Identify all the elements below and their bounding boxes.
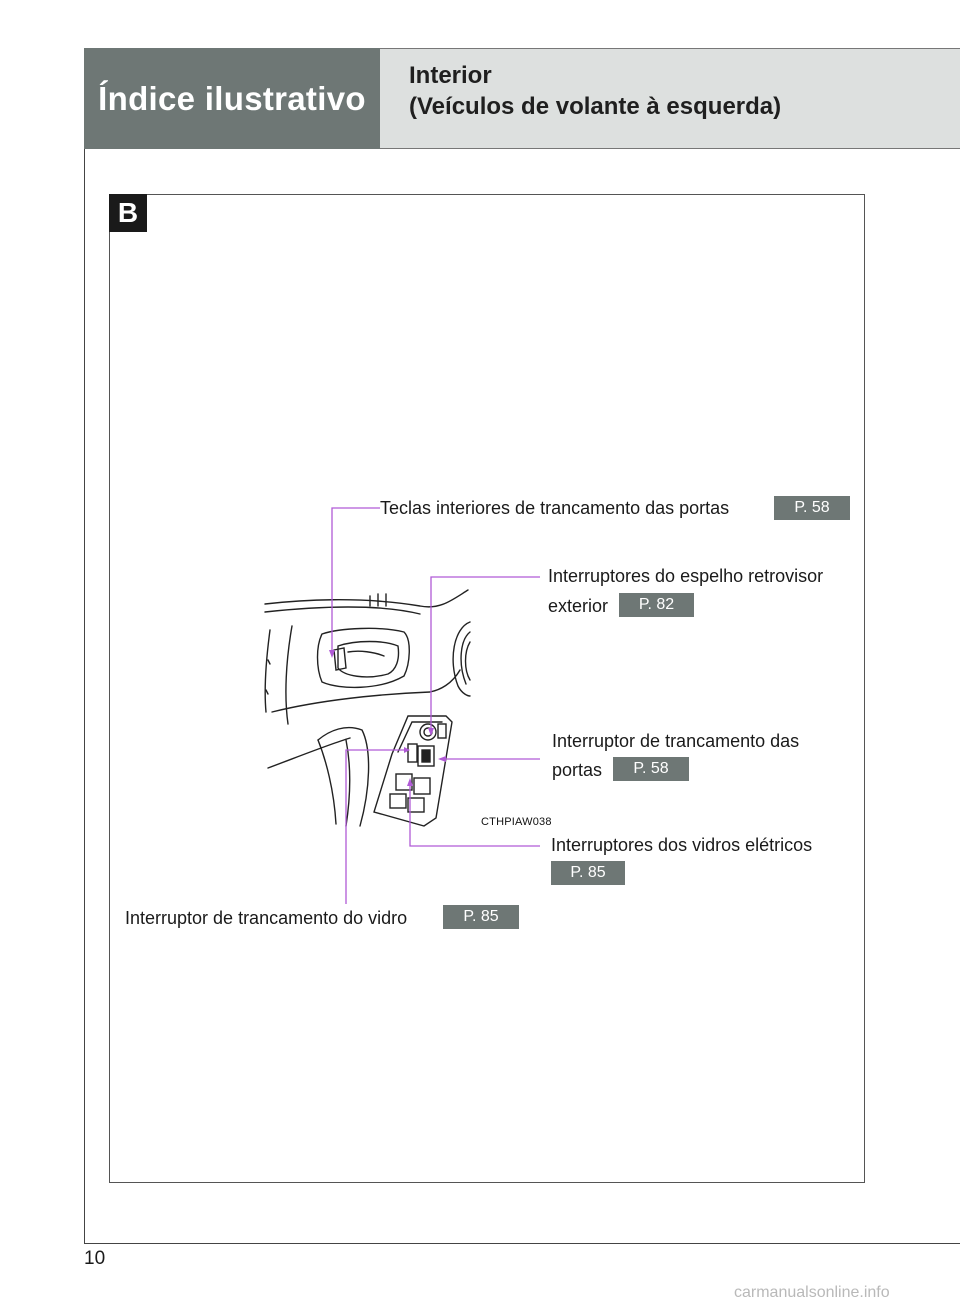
watermark: carmanualsonline.info xyxy=(734,1284,890,1301)
subtitle-line1: Interior xyxy=(409,62,492,89)
callout-window-lock-switch-label: Interruptor de trancamento do vidro xyxy=(125,908,408,928)
callout-power-window-switches-label: Interruptores dos vidros elétricos xyxy=(551,835,813,855)
subtitle-line2: (Veículos de volante à esquerda) xyxy=(409,93,782,120)
callout-door-lock-switch-label-line2: portas xyxy=(552,760,603,780)
callout-door-lock-keys-label: Teclas interiores de trancamento das portas xyxy=(380,498,730,518)
callout-door-lock-keys-page-ref[interactable]: P. 58 xyxy=(774,496,850,520)
callout-window-lock-switch-page-ref[interactable]: P. 85 xyxy=(443,905,519,929)
callout-door-lock-switch-label-line1: Interruptor de trancamento das xyxy=(552,731,800,751)
page-number: 10 xyxy=(84,1248,106,1269)
callout-mirror-switches-label-line2: exterior xyxy=(548,596,609,616)
section-badge: B xyxy=(109,194,147,232)
callout-mirror-switches-page-ref[interactable]: P. 82 xyxy=(619,593,694,617)
illustration-code: CTHPIAW038 xyxy=(481,816,552,828)
callout-power-window-switches-page-ref[interactable]: P. 85 xyxy=(551,861,625,885)
callout-door-lock-switch-page-ref[interactable]: P. 58 xyxy=(613,757,689,781)
section-title: Índice ilustrativo xyxy=(98,79,366,117)
callout-mirror-switches-label-line1: Interruptores do espelho retrovisor xyxy=(548,566,824,586)
